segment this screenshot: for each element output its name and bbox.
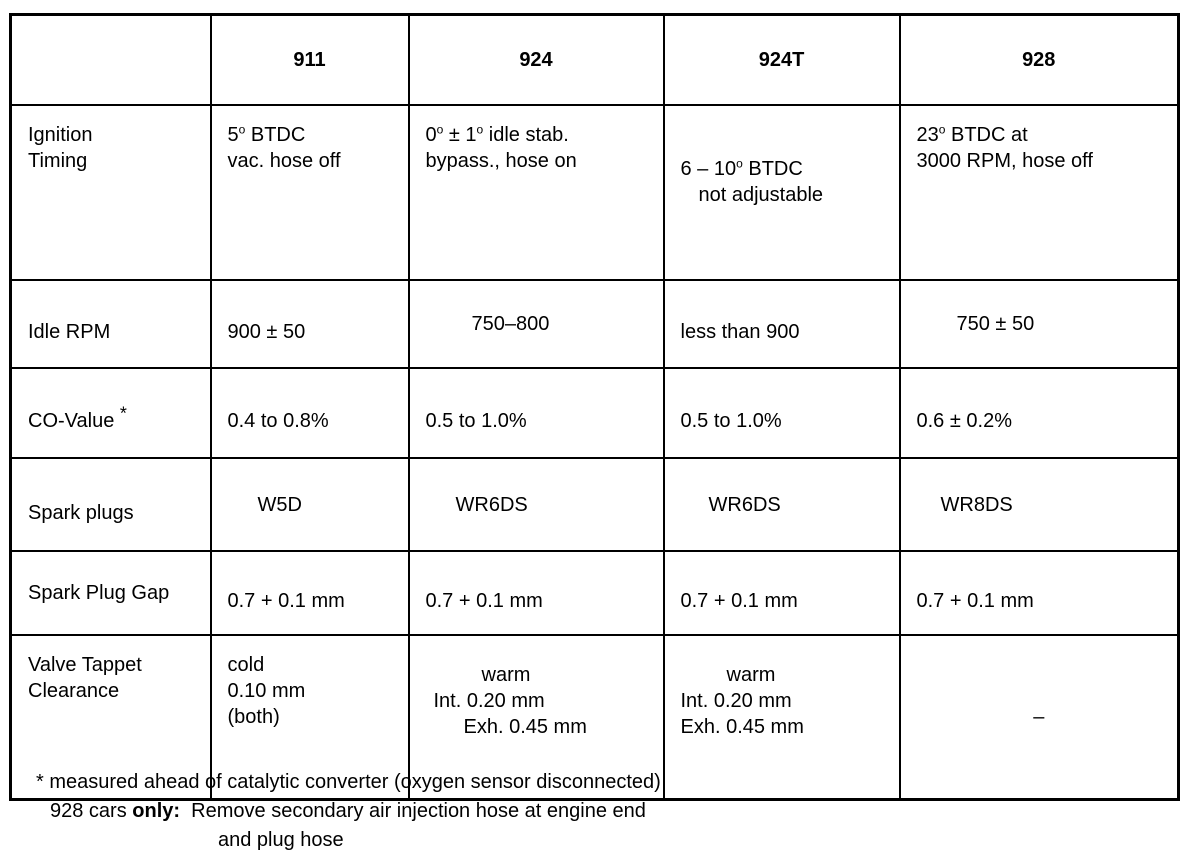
table-row-idle-rpm (11, 280, 1179, 368)
cell-idle-911: 900 ± 50 (211, 280, 409, 368)
cell-co-928: 0.6 ± 0.2% (900, 368, 1179, 458)
cell-co-924: 0.5 to 1.0% (409, 368, 664, 458)
cell-ignition-911: 5$^o$ BTDC vac. hose off (211, 105, 409, 280)
table-row-co-value (11, 368, 1179, 458)
cell-valve-911: cold 0.10 mm (both) (211, 635, 409, 800)
cell-ignition-924: $0^o \pm 1^o$ idle stab. bypass., hose on (409, 105, 664, 280)
cell-co-924t: 0.5 to 1.0% (664, 368, 900, 458)
footnote-line-1: * measured ahead of catalytic converter (oxygen sensor disconnected) (36, 771, 661, 793)
row-label-co-value: CO-Value * (11, 368, 211, 458)
cell-plugs-924t: WR6DS (664, 458, 900, 551)
cell-valve-928: – (900, 635, 1179, 800)
cell-co-911: 0.4 to 0.8% (211, 368, 409, 458)
row-label-spark-plugs: Spark plugs (11, 458, 211, 551)
cell-gap-911: 0.7 + 0.1 mm (211, 551, 409, 635)
header-row (11, 15, 1179, 106)
cell-plugs-928: WR8DS (900, 458, 1179, 551)
footnote-line-2: 928 cars only: Remove secondary air injection hose at engine end (50, 800, 646, 822)
cell-idle-928: 750 ± 50 (900, 280, 1179, 368)
row-label-ignition-timing: Ignition Timing (11, 105, 211, 280)
header-911: 911 (211, 15, 409, 106)
cell-plugs-911: W5D (211, 458, 409, 551)
cell-idle-924t: less than 900 (664, 280, 900, 368)
footnote-line-3: and plug hose (218, 829, 344, 851)
cell-idle-924: 750–800 (409, 280, 664, 368)
cell-ignition-924t: 6 – 10$^o$ BTDC not adjustable (664, 105, 900, 280)
spec-table (9, 13, 1180, 801)
cell-valve-924t: warm Int. 0.20 mm Exh. 0.45 mm (664, 635, 900, 800)
table-row-spark-plugs (11, 458, 1179, 551)
cell-valve-924: warm Int. 0.20 mm Exh. 0.45 mm (409, 635, 664, 800)
row-label-idle-rpm: Idle RPM (11, 280, 211, 368)
cell-gap-924: 0.7 + 0.1 mm (409, 551, 664, 635)
cell-gap-928: 0.7 + 0.1 mm (900, 551, 1179, 635)
cell-ignition-928: 23$^o$ BTDC at 3000 RPM, hose off (900, 105, 1179, 280)
row-label-valve-tappet-clearance: Valve Tappet Clearance (11, 635, 211, 800)
header-blank (11, 15, 211, 106)
cell-gap-924t: 0.7 + 0.1 mm (664, 551, 900, 635)
cell-plugs-924: WR6DS (409, 458, 664, 551)
footnote (36, 768, 661, 855)
table-row-ignition-timing (11, 105, 1179, 280)
header-928: 928 (900, 15, 1179, 106)
row-label-spark-plug-gap: Spark Plug Gap (11, 551, 211, 635)
table-row-spark-plug-gap (11, 551, 1179, 635)
header-924: 924 (409, 15, 664, 106)
header-924t: 924T (664, 15, 900, 106)
